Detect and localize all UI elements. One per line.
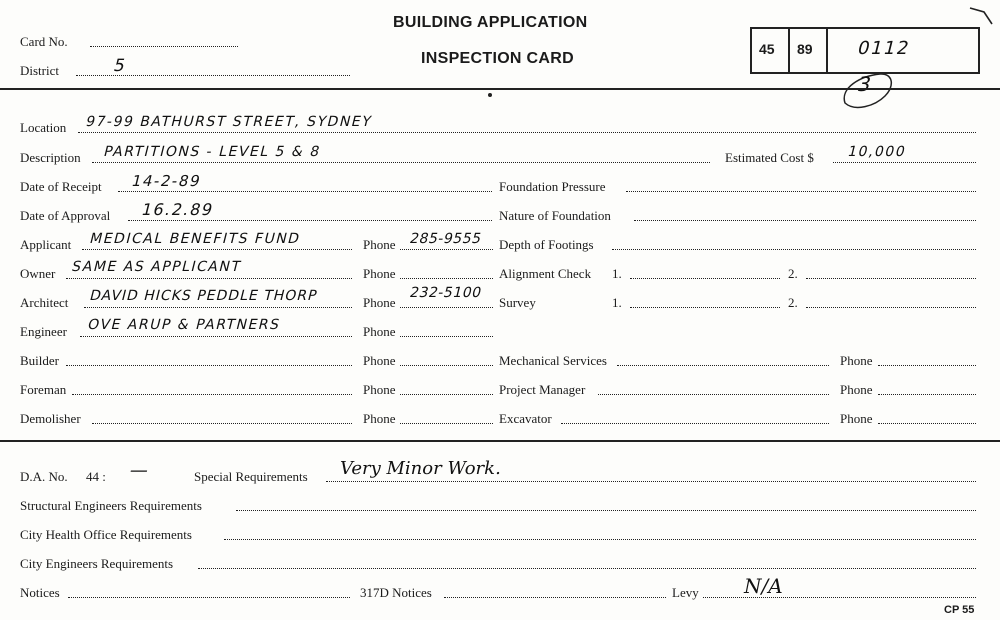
excavator-phone-label: Phone [840,411,873,426]
ref-annotation: 3 [855,72,876,96]
description-value: PARTITIONS - LEVEL 5 & 8 [102,144,323,160]
location-value: 97-99 BATHURST STREET, SYDNEY [84,114,375,130]
survey-field-2[interactable] [806,307,976,308]
architect-phone-label: Phone [363,295,396,310]
builder-phone-label: Phone [363,353,396,368]
survey-num1: 1. [612,295,622,310]
middle-rule [0,440,1000,442]
applicant-field[interactable] [82,249,352,250]
nature-foundation-field[interactable] [634,220,976,221]
alignment-check-field-1[interactable] [630,278,780,279]
ink-dot-icon [487,92,493,98]
date-receipt-label: Date of Receipt [20,179,102,194]
project-manager-phone-label: Phone [840,382,873,397]
demolisher-label: Demolisher [20,411,81,426]
owner-phone-field[interactable] [400,278,493,279]
excavator-field[interactable] [561,423,829,424]
applicant-phone-label: Phone [363,237,396,252]
survey-num2: 2. [788,295,798,310]
notices-317d-label: 317D Notices [360,585,432,600]
estimated-cost-field[interactable] [833,162,976,163]
special-requirements-value: Very Minor Work. [340,458,501,479]
demolisher-field[interactable] [92,423,352,424]
owner-phone-label: Phone [363,266,396,281]
ref-divider-2 [826,27,828,72]
architect-value: DAVID HICKS PEDDLE THORP [88,288,320,304]
survey-field-1[interactable] [630,307,780,308]
description-field[interactable] [92,162,710,163]
form-code: CP 55 [944,604,975,616]
project-manager-label: Project Manager [499,382,586,397]
demolisher-phone-field[interactable] [400,423,493,424]
engineer-field[interactable] [80,336,352,337]
district-value: 5 [111,56,129,76]
date-receipt-field[interactable] [118,191,492,192]
alignment-check-field-2[interactable] [806,278,976,279]
foreman-field[interactable] [72,394,352,395]
card-no-field[interactable] [90,46,238,47]
builder-phone-field[interactable] [400,365,493,366]
special-requirements-field[interactable] [326,481,976,482]
special-requirements-label: Special Requirements [194,469,308,484]
description-label: Description [20,150,81,165]
engineer-phone-label: Phone [363,324,396,339]
engineer-phone-field[interactable] [400,336,493,337]
project-manager-phone-field[interactable] [878,394,976,395]
levy-label: Levy [672,585,699,600]
header-rule [0,88,1000,90]
builder-field[interactable] [66,365,352,366]
levy-value: N/A [744,574,783,598]
city-engineers-field[interactable] [198,568,976,569]
builder-label: Builder [20,353,59,368]
da-no-label: D.A. No. [20,469,68,484]
excavator-label: Excavator [499,411,552,426]
demolisher-phone-label: Phone [363,411,396,426]
estimated-cost-value: 10,000 [846,144,908,160]
district-label: District [20,63,59,78]
applicant-label: Applicant [20,237,72,252]
depth-footings-label: Depth of Footings [499,237,594,252]
alignment-check-num2: 2. [788,266,798,281]
mechanical-label: Mechanical Services [499,353,607,368]
owner-field[interactable] [66,278,352,279]
foundation-pressure-field[interactable] [626,191,976,192]
depth-footings-field[interactable] [612,249,976,250]
estimated-cost-label: Estimated Cost $ [725,150,814,165]
ref-cell-1: 45 [759,41,775,57]
foreman-phone-label: Phone [363,382,396,397]
structural-label: Structural Engineers Requirements [20,498,202,513]
notices-label: Notices [20,585,60,600]
owner-value: SAME AS APPLICANT [70,259,244,275]
excavator-phone-field[interactable] [878,423,976,424]
owner-label: Owner [20,266,56,281]
date-receipt-value: 14-2-89 [129,172,204,190]
mechanical-phone-field[interactable] [878,365,976,366]
foreman-phone-field[interactable] [400,394,493,395]
engineer-value: OVE ARUP & PARTNERS [86,317,283,333]
location-label: Location [20,120,67,135]
architect-phone-field[interactable] [400,307,493,308]
title-line-2: INSPECTION CARD [421,50,574,67]
alignment-check-num1: 1. [612,266,622,281]
health-field[interactable] [224,539,976,540]
architect-phone-value: 232-5100 [408,285,484,301]
engineer-label: Engineer [20,324,67,339]
ref-cell-2: 89 [797,41,813,57]
health-label: City Health Office Requirements [20,527,192,542]
ref-divider-1 [788,27,790,72]
architect-label: Architect [20,295,69,310]
nature-foundation-label: Nature of Foundation [499,208,611,223]
title-line-1: BUILDING APPLICATION [393,14,588,31]
mechanical-phone-label: Phone [840,353,873,368]
date-approval-field[interactable] [128,220,492,221]
ref-cell-3: 0112 [855,38,913,59]
alignment-check-label: Alignment Check [499,266,592,281]
structural-field[interactable] [236,510,976,511]
applicant-phone-value: 285-9555 [408,231,484,247]
foreman-label: Foreman [20,382,67,397]
architect-field[interactable] [84,307,352,308]
date-approval-value: 16.2.89 [139,200,216,219]
card-no-label: Card No. [20,34,68,49]
applicant-phone-field[interactable] [400,249,493,250]
project-manager-field[interactable] [598,394,829,395]
city-engineers-label: City Engineers Requirements [20,556,174,571]
notices-317d-field[interactable] [444,597,666,598]
da-no-hand: — [127,460,153,481]
survey-label: Survey [499,295,536,310]
notices-field[interactable] [68,597,350,598]
corner-mark-icon [968,4,996,28]
location-field[interactable] [78,132,976,133]
mechanical-field[interactable] [617,365,829,366]
date-approval-label: Date of Approval [20,208,111,223]
foundation-pressure-label: Foundation Pressure [499,179,606,194]
applicant-value: MEDICAL BENEFITS FUND [88,231,303,247]
da-no-value: 44 : [86,469,106,484]
